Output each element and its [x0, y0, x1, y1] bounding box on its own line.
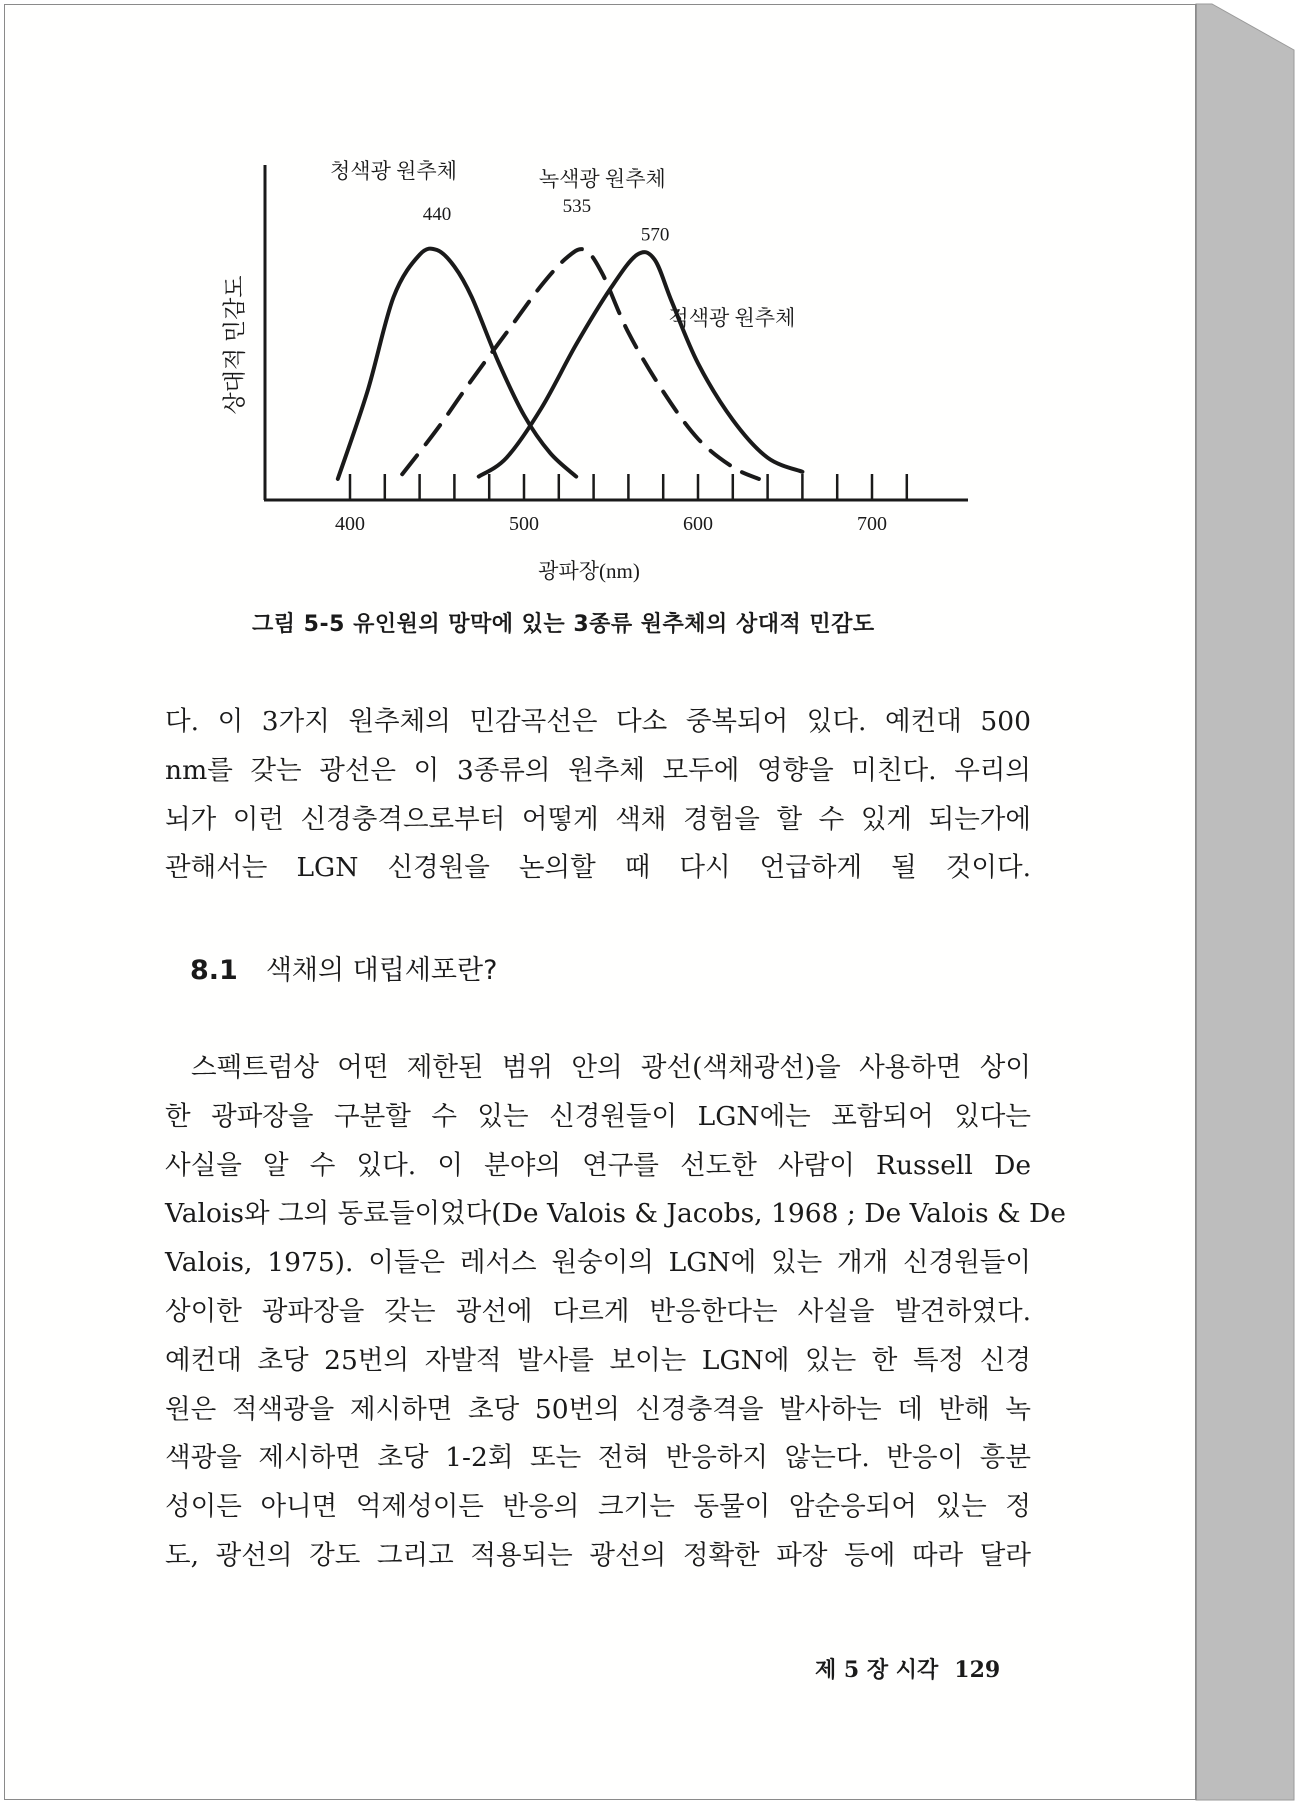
chapter-label: 제 5 장 시각: [815, 1657, 939, 1683]
page-number: 129: [954, 1657, 1001, 1683]
section-heading: [190, 948, 497, 987]
text-line: 한 광파장을 구분할 수 있는 신경원들이 LGN에는 포함되어 있다는: [165, 1100, 1031, 1132]
red-cone-curve: [479, 252, 803, 476]
blue-cone-curve: [338, 249, 576, 479]
x-tick-label: 700: [857, 513, 887, 535]
text-line: 뇌가 이런 신경충격으로부터 어떻게 색채 경험을 할 수 있게 되는가에: [165, 803, 1031, 835]
body-paragraph-1: [165, 698, 1031, 893]
y-axis-label: 상대적 민감도: [222, 275, 247, 415]
blue-cone-legend-label: 청색광 원추체: [330, 159, 457, 183]
figure-caption: 그림 5-5 유인원의 망막에 있는 3종류 원추체의 상대적 민감도: [252, 612, 875, 637]
x-tick-label: 600: [683, 513, 713, 535]
section-number: 8.1: [190, 955, 238, 986]
blue-cone-peak-label: 440: [422, 204, 452, 225]
text-line: 관해서는 LGN 신경원을 논의할 때 다시 언급하게 될 것이다.: [165, 852, 1031, 884]
text-line: 사실을 알 수 있다. 이 분야의 연구를 선도한 사람이 Russell De: [165, 1149, 1031, 1181]
text-line: 다. 이 3가지 원추체의 민감곡선은 다소 중복되어 있다. 예컨대 500: [165, 706, 1031, 737]
red-cone-legend-label: 적색광 원추체: [668, 306, 796, 330]
text-line: nm를 갖는 광선은 이 3종류의 원추체 모두에 영향을 미친다. 우리의: [165, 754, 1031, 786]
text-line: 예컨대 초당 25번의 자발적 발사를 보이는 LGN에 있는 한 특정 신경: [165, 1344, 1031, 1376]
text-line: 스펙트럼상 어떤 제한된 범위 안의 광선(색채광선)을 사용하면 상이: [191, 1052, 1031, 1083]
text-line: 원은 적색광을 제시하면 초당 50번의 신경충격을 발사하는 데 반해 녹: [165, 1393, 1031, 1425]
x-axis-label: 광파장(nm): [538, 559, 640, 583]
chart-axes: [264, 165, 968, 500]
red-cone-peak-label: 570: [640, 224, 670, 246]
text-line: 도, 광선의 강도 그리고 적용되는 광선의 정확한 파장 등에 따라 달라: [165, 1539, 1031, 1571]
text-line: 성이든 아니면 억제성이든 반응의 크기는 동물이 암순응되어 있는 정: [165, 1491, 1031, 1523]
text-line: 색광을 제시하면 초당 1-2회 또는 전혀 반응하지 않는다. 반응이 흥분: [165, 1442, 1031, 1474]
text-line: Valois와 그의 동료들이었다(De Valois & Jacobs, 1968 ; De Valois & De: [165, 1198, 1066, 1230]
section-title: 색채의 대립세포란?: [265, 955, 498, 986]
page-footer: [815, 1653, 1000, 1684]
green-cone-peak-label: 535: [562, 196, 592, 217]
x-tick-label: 400: [335, 513, 365, 535]
text-line: Valois, 1975). 이들은 레서스 원숭이의 LGN에 있는 개개 신경원들이: [165, 1247, 1031, 1279]
body-paragraph-2: [165, 1044, 1066, 1581]
x-tick-label: 500: [509, 513, 539, 535]
cone-sensitivity-chart: [0, 0, 1100, 600]
text-line: 상이한 광파장을 갖는 광선에 다르게 반응한다는 사실을 발견하였다.: [165, 1295, 1031, 1327]
green-cone-legend-label: 녹색광 원추체: [538, 167, 666, 191]
green-cone-curve: [402, 249, 759, 479]
